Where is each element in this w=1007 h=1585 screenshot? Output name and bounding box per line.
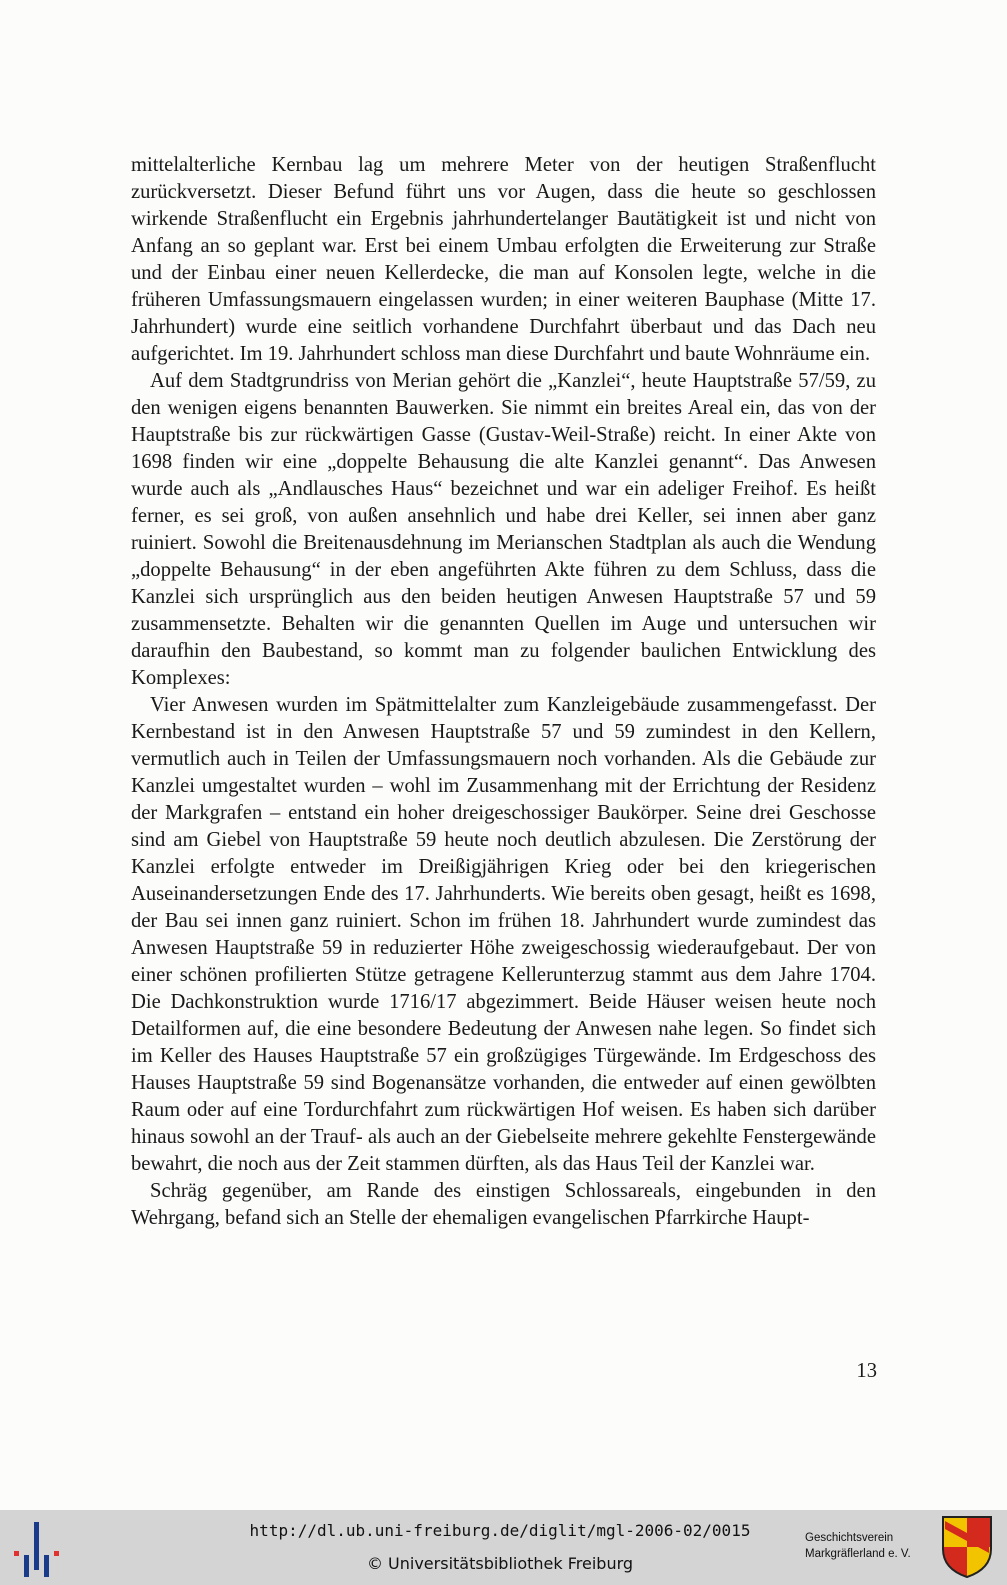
page-number: 13 xyxy=(856,1360,877,1382)
paragraph-4: Schräg gegenüber, am Rande des einstigen Schlossareals, eingebunden in den Wehrgang, befand sich an Stelle der ehemaligen evangelischen Pfarrkirche Haupt- xyxy=(131,1180,876,1229)
footer-bar xyxy=(0,1510,1007,1585)
paragraph-1: mittelalterliche Kernbau lag um mehrere Meter von der heutigen Straßenflucht zurückversetzt. Dieser Befund führt uns vor Augen, dass die heute so geschlossen wirkende Straßenflucht ein Ergebnis jahrhundertelanger Bautätigkeit ist und nicht von Anfang an so geplant war. Erst bei einem Umbau erfolgten die Erweiterung zur Straße und der Einbau einer neuen Kellerdecke, die man auf Konsolen legte, welche in die früheren Umfassungsmauern eingelassen wurden; in einer weiteren Bauphase (Mitte 17. Jahrhundert) wurde eine seitlich vorhandene Durchfahrt überbaut und das Dach neu aufgerichtet. Im 19. Jahrhundert schloss man diese Durchfahrt und baute Wohnräume ein. xyxy=(131,154,876,365)
footer-copyright: © Universitätsbibliothek Freiburg xyxy=(366,1554,634,1573)
footer-url-link[interactable]: http://dl.ub.uni-freiburg.de/diglit/mgl-2006-02/0015 xyxy=(249,1521,751,1540)
coat-of-arms-icon xyxy=(941,1515,993,1579)
body-text xyxy=(131,152,876,1232)
society-line-2: Markgräflerland e. V. xyxy=(805,1548,911,1560)
ub-freiburg-logo-icon[interactable] xyxy=(8,1518,68,1578)
society-name xyxy=(805,1530,935,1562)
paragraph-3: Vier Anwesen wurden im Spätmittelalter zum Kanzleigebäude zusammengefasst. Der Kernbestand ist in den Anwesen Hauptstraße 57 und 59 zumindest in den Kellern, vermutlich auch in Teilen der Umfassungsmauern noch vorhanden. Als die Gebäude zur Kanzlei umgestaltet wurden – wohl im Zusammenhang mit der Errichtung der Residenz der Markgrafen – entstand ein hoher dreigeschossiger Baukörper. Seine drei Geschosse sind am Giebel von Hauptstraße 59 heute noch deutlich abzulesen. Die Zerstörung der Kanzlei erfolgte entweder im Dreißigjährigen Krieg oder bei den kriegerischen Auseinandersetzungen Ende des 17. Jahrhunderts. Wie bereits oben gesagt, heißt es 1698, der Bau sei innen ganz ruiniert. Schon im frühen 18. Jahrhundert wurde zumindest das Anwesen Hauptstraße 59 in reduzierter Höhe zweigeschossig wiederaufgebaut. Der von einer schönen profilierten Stütze getragene Kellerunterzug stammt aus dem Jahre 1704. Die Dachkonstruktion wurde 1716/17 abgezimmert. Beide Häuser weisen heute noch Detailformen auf, die eine besondere Bedeutung der Anwesen nahe legen. So findet sich im Keller des Hauses Hauptstraße 57 ein großzügiges Türgewände. Im Erdgeschoss des Hauses Hauptstraße 59 sind Bogenansätze vorhanden, die entweder auf einen gewölbten Raum oder auf eine Tordurchfahrt zum rückwärtigen Hof weisen. Es haben sich darüber hinaus sowohl an der Trauf- als auch an der Giebelseite mehrere gekehlte Fenstergewände bewahrt, die noch aus der Zeit stammen dürften, als das Haus Teil der Kanzlei war. xyxy=(131,694,876,1175)
society-line-1: Geschichtsverein xyxy=(805,1532,894,1544)
paragraph-2: Auf dem Stadtgrundriss von Merian gehört die „Kanzlei“, heute Hauptstraße 57/59, zu den wenigen eigens benannten Bauwerken. Sie nimmt ein breites Areal ein, das von der Hauptstraße bis zur rückwärtigen Gasse (Gustav-Weil-Straße) reicht. In einer Akte von 1698 finden wir eine „doppelte Behausung die alte Kanzlei genannt“. Das Anwesen wurde auch als „Andlausches Haus“ bezeichnet und war ein adeliger Freihof. Es heißt ferner, es sei groß, von außen ansehnlich und habe drei Keller, sei innen aber ganz ruiniert. Sowohl die Breitenausdehnung im Merianschen Stadtplan als auch die Wendung „doppelte Behausung“ in der eben angeführten Akte führen zu dem Schluss, dass die Kanzlei sich ursprünglich aus den beiden heutigen Anwesen Hauptstraße 57 und 59 zusammensetzte. Behalten wir die genannten Quellen im Auge und untersuchen wir daraufhin den Baubestand, so kommt man zu folgender baulichen Entwicklung des Komplexes: xyxy=(131,370,876,689)
